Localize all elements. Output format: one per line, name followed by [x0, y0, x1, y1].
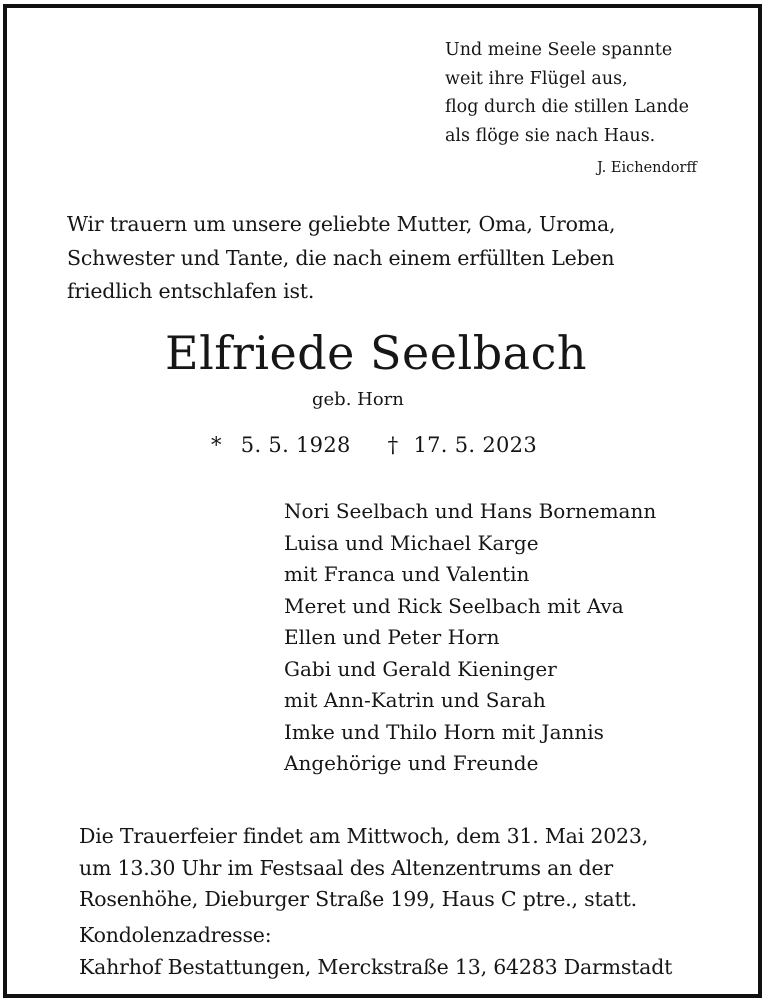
mourner-entry: Imke und Thilo Horn mit Jannis — [284, 719, 604, 744]
mourners-list — [284, 496, 656, 780]
poem-author: J. Eichendorff — [597, 160, 697, 176]
ceremony-line: Die Trauerfeier findet am Mittwoch, dem 31. Mai 2023, — [79, 824, 649, 848]
mourner-entry: Meret und Rick Seelbach mit Ava — [284, 593, 624, 618]
condolence-info — [79, 919, 672, 983]
deceased-name: Elfriede Seelbach — [165, 326, 587, 380]
poem-line: weit ihre Flügel aus, — [445, 68, 628, 89]
poem-quote — [445, 36, 689, 150]
birth-date: 5. 5. 1928 — [240, 433, 351, 457]
condolence-label: Kondolenzadresse: — [79, 923, 272, 947]
mourner-entry: Angehörige und Freunde — [284, 751, 539, 775]
mourner-entry: Nori Seelbach und Hans Bornemann — [284, 499, 657, 523]
death-date: 17. 5. 2023 — [413, 433, 537, 457]
poem-line: als flöge sie nach Haus. — [445, 125, 656, 146]
condolence-address: Kahrhof Bestattungen, Merckstraße 13, 64283 Darmstadt — [79, 955, 673, 979]
birth-star-icon: * — [211, 433, 222, 457]
intro-text — [67, 208, 615, 309]
intro-line: friedlich entschlafen ist. — [67, 279, 315, 303]
mourner-entry: mit Ann-Katrin und Sarah — [284, 688, 546, 712]
obituary-frame — [3, 4, 762, 998]
intro-line: Wir trauern um unsere geliebte Mutter, Oma, Uroma, — [67, 212, 616, 236]
poem-line: Und meine Seele spannte — [445, 40, 673, 60]
mourner-entry: Luisa und Michael Karge — [284, 530, 539, 555]
ceremony-line: um 13.30 Uhr im Festsaal des Altenzentrums an der — [79, 855, 613, 880]
ceremony-line: Rosenhöhe, Dieburger Straße 199, Haus C ptre., statt. — [79, 887, 637, 911]
death-cross-icon: † — [387, 433, 399, 457]
poem-line: flog durch die stillen Lande — [445, 97, 690, 117]
intro-line: Schwester und Tante, die nach einem erfüllten Leben — [67, 245, 615, 270]
maiden-name: geb. Horn — [312, 389, 404, 410]
life-dates — [211, 433, 537, 457]
ceremony-info — [79, 821, 648, 916]
mourner-entry: Ellen und Peter Horn — [284, 625, 500, 649]
mourner-entry: Gabi und Gerald Kieninger — [284, 656, 557, 681]
mourner-entry: mit Franca und Valentin — [284, 562, 530, 586]
